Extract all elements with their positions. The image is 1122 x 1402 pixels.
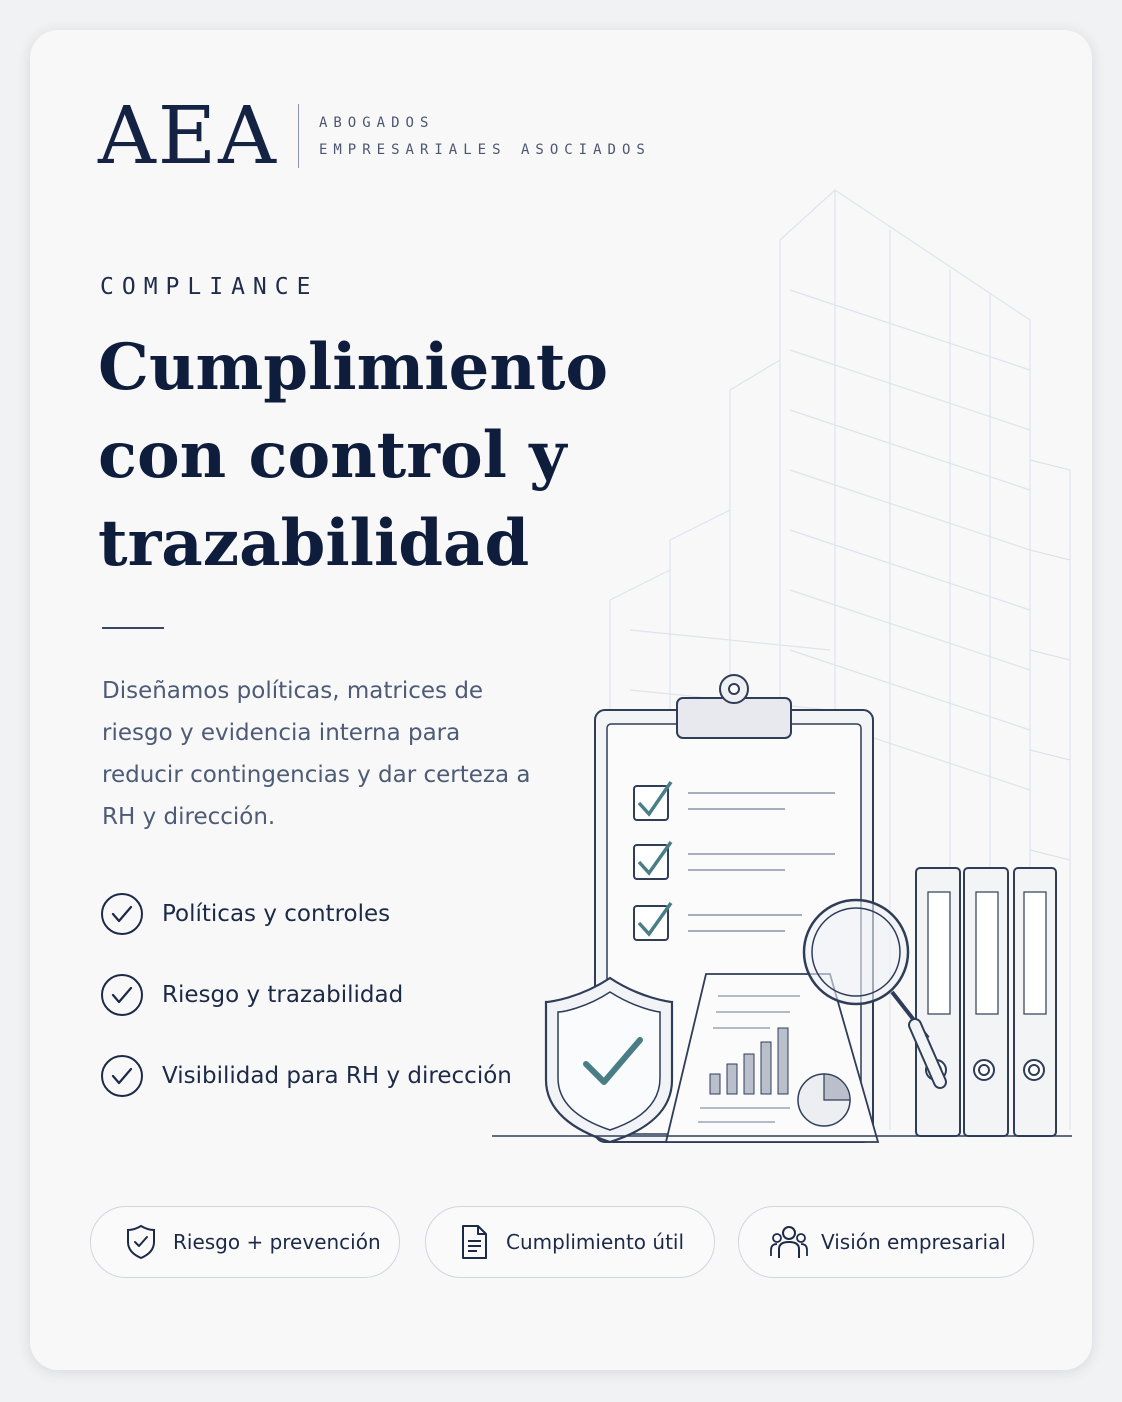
feature-item xyxy=(100,892,512,936)
title-line-3: trazabilidad xyxy=(98,506,530,581)
shield-check-icon xyxy=(121,1222,161,1262)
feature-label: Visibilidad para RH y dirección xyxy=(162,1063,512,1089)
title-line-1: Cumplimiento xyxy=(98,330,609,405)
pill-vision-empresarial[interactable] xyxy=(738,1206,1034,1278)
binders xyxy=(916,868,1056,1136)
highlight-pills xyxy=(90,1206,1050,1278)
brand-mark: AEA xyxy=(98,89,278,182)
feature-list xyxy=(100,892,512,1135)
feature-item xyxy=(100,973,512,1017)
feature-item xyxy=(100,1054,512,1098)
shield xyxy=(546,978,672,1142)
section-eyebrow: COMPLIANCE xyxy=(100,274,319,300)
brand-name xyxy=(319,115,651,158)
brand-line-2: EMPRESARIALES ASOCIADOS xyxy=(318,141,651,158)
page-title xyxy=(98,324,658,588)
brand-line-1: ABOGADOS xyxy=(318,114,435,131)
feature-label: Riesgo y trazabilidad xyxy=(162,982,404,1008)
pill-riesgo-prevencion[interactable] xyxy=(90,1206,400,1278)
check-circle-icon xyxy=(100,1054,144,1098)
title-line-2: con control y xyxy=(98,418,567,493)
document-icon xyxy=(454,1222,494,1262)
logo-divider xyxy=(298,104,299,168)
pill-label: Riesgo + prevención xyxy=(173,1230,381,1254)
pill-cumplimiento-util[interactable] xyxy=(425,1206,715,1278)
title-divider xyxy=(102,627,164,629)
team-icon xyxy=(769,1222,809,1262)
pill-label: Visión empresarial xyxy=(821,1230,1006,1254)
pill-label: Cumplimiento útil xyxy=(506,1230,685,1254)
check-circle-icon xyxy=(100,892,144,936)
brand-logo[interactable] xyxy=(98,89,651,182)
card xyxy=(30,30,1092,1370)
feature-label: Políticas y controles xyxy=(162,901,391,927)
check-circle-icon xyxy=(100,973,144,1017)
lead-paragraph: Diseñamos políticas, matrices de riesgo y evidencia interna para reducir contingencias y dar certeza a RH y dirección. xyxy=(102,678,531,830)
